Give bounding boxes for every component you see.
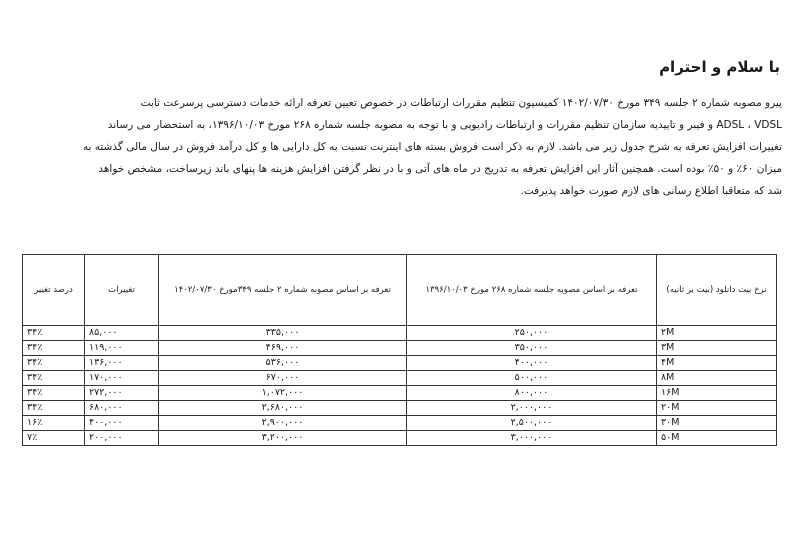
cell-change-percent: ۳۴٪ (23, 401, 85, 416)
cell-new-tariff: ۶۷۰,۰۰۰ (159, 371, 407, 386)
cell-speed: ۱۶M (657, 386, 777, 401)
table-header-row (23, 255, 777, 326)
cell-speed: ۳M (657, 341, 777, 356)
cell-change-percent: ۷٪ (23, 431, 85, 446)
cell-new-tariff: ۳,۲۰۰,۰۰۰ (159, 431, 407, 446)
letter-paragraph (22, 92, 782, 202)
greeting-heading: با سلام و احترام (659, 58, 780, 76)
cell-change: ۸۵,۰۰۰ (85, 326, 159, 341)
cell-old-tariff: ۲,۰۰۰,۰۰۰ (407, 401, 657, 416)
table-row (23, 371, 777, 386)
header-change: تغییرات (85, 255, 159, 326)
cell-new-tariff: ۱,۰۷۲,۰۰۰ (159, 386, 407, 401)
table-row (23, 386, 777, 401)
cell-new-tariff: ۲,۶۸۰,۰۰۰ (159, 401, 407, 416)
cell-change: ۴۰۰,۰۰۰ (85, 416, 159, 431)
table-row (23, 401, 777, 416)
cell-old-tariff: ۲,۵۰۰,۰۰۰ (407, 416, 657, 431)
paragraph-line: پیرو مصوبه شماره ۲ جلسه ۳۴۹ مورخ ۱۴۰۲/۰۷/۳۰ کمیسیون تنظیم مقررات ارتباطات در خصوص تعیین تعرفه ارائه خدمات دسترسی پرسرعت ثابت (140, 97, 782, 109)
tariff-table (22, 254, 777, 446)
header-old-tariff: تعرفه بر اساس مصوبه جلسه شماره ۲۶۸ مورخ ۱۳۹۶/۱۰/۰۳ (407, 255, 657, 326)
header-new-tariff: تعرفه بر اساس مصوبه شماره ۲ جلسه ۳۴۹مورخ ۱۴۰۲/۰۷/۳۰ (159, 255, 407, 326)
cell-change-percent: ۳۴٪ (23, 356, 85, 371)
cell-old-tariff: ۸۰۰,۰۰۰ (407, 386, 657, 401)
cell-change-percent: ۳۴٪ (23, 371, 85, 386)
table-row (23, 416, 777, 431)
cell-change: ۲۷۲,۰۰۰ (85, 386, 159, 401)
cell-old-tariff: ۲۵۰,۰۰۰ (407, 326, 657, 341)
header-download-speed: نرخ بیت دانلود (بیت بر ثانیه) (657, 255, 777, 326)
cell-old-tariff: ۴۰۰,۰۰۰ (407, 356, 657, 371)
cell-speed: ۲M (657, 326, 777, 341)
table-row (23, 431, 777, 446)
paragraph-line: ADSL ، VDSL و فیبر و تاییدیه سازمان تنظیم مقررات و ارتباطات رادیویی و با توجه به مصوبه جلسه شماره ۲۶۸ مورخ ۱۳۹۶/۱۰/۰۳، به استحضار می رساند (107, 119, 782, 131)
table-row (23, 326, 777, 341)
cell-speed: ۴M (657, 356, 777, 371)
cell-new-tariff: ۲,۹۰۰,۰۰۰ (159, 416, 407, 431)
cell-speed: ۲۰M (657, 401, 777, 416)
cell-change-percent: ۳۴٪ (23, 326, 85, 341)
cell-old-tariff: ۳,۰۰۰,۰۰۰ (407, 431, 657, 446)
paragraph-line: شد که متعاقبا اطلاع رسانی های لازم صورت خواهد پذیرفت. (520, 185, 782, 197)
cell-old-tariff: ۵۰۰,۰۰۰ (407, 371, 657, 386)
cell-new-tariff: ۵۳۶,۰۰۰ (159, 356, 407, 371)
cell-speed: ۵۰M (657, 431, 777, 446)
cell-change: ۶۸۰,۰۰۰ (85, 401, 159, 416)
header-change-percent: درصد تغییر (23, 255, 85, 326)
paragraph-line: میزان ۶۰٪ و ۵۰٪ بوده است. همچنین آثار این افزایش تعرفه به تدریج در ماه های آتی و با در نظر گرفتن افزایش هزینه ها پنهای باند زیرساخت، مشخص خواهد (98, 163, 782, 175)
cell-change: ۱۷۰,۰۰۰ (85, 371, 159, 386)
cell-new-tariff: ۴۶۹,۰۰۰ (159, 341, 407, 356)
cell-change-percent: ۳۴٪ (23, 386, 85, 401)
cell-change: ۱۱۹,۰۰۰ (85, 341, 159, 356)
cell-change-percent: ۳۴٪ (23, 341, 85, 356)
cell-speed: ۸M (657, 371, 777, 386)
cell-change: ۱۳۶,۰۰۰ (85, 356, 159, 371)
cell-old-tariff: ۳۵۰,۰۰۰ (407, 341, 657, 356)
table-row (23, 341, 777, 356)
paragraph-line: تغییرات افزایش تعرفه به شرح جدول زیر می باشد. لازم به ذکر است فروش بسته های اینترنت نسبت به کل دارایی ها و کل درآمد فروش در سال مالی گذشته به (82, 141, 782, 153)
cell-change: ۲۰۰,۰۰۰ (85, 431, 159, 446)
table-row (23, 356, 777, 371)
cell-speed: ۳۰M (657, 416, 777, 431)
cell-new-tariff: ۳۳۵,۰۰۰ (159, 326, 407, 341)
cell-change-percent: ۱۶٪ (23, 416, 85, 431)
